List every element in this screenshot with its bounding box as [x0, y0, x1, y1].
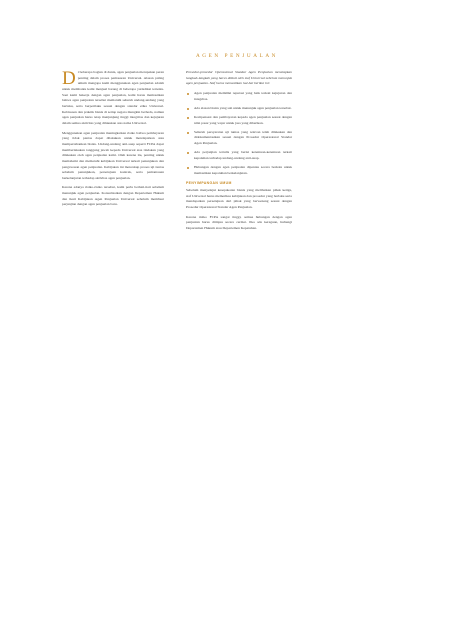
- list-item: Ada alasan bisnis yang sah untuk menunjuk agen penjualan tersebut.: [186, 106, 292, 112]
- right-column: [186, 70, 292, 236]
- requirements-list: [186, 91, 292, 176]
- list-item: Kompensasi dan pembayaran kepada agen penjualan sesuai dengan nilai pasar yang wajar untuk jasa yang diberikan.: [186, 115, 292, 126]
- paragraph-caution: Karena adanya risiko-risiko tersebut, kami perlu berhati-hati sebelum menunjuk agen penjualan. Konsultasikan dengan Departemen Hukum dan ikuti Kebijakan Agen Penjualan Universal sebelum membuat perjanjian dengan agen penjualan baru.: [62, 185, 164, 207]
- left-column: [62, 70, 164, 212]
- bullet-icon: [187, 108, 189, 110]
- bullet-icon: [187, 117, 189, 119]
- list-item: Hubungan dengan agen penjualan dipantau secara berkala untuk memastikan kepatuhan berkelanjutan.: [186, 165, 292, 176]
- paragraph-approval: Sebelum menyetujui kesepakatan bisnis yang melibatkan pihak ketiga, staf Universal harus memeriksa kebijakan dan prosedur yang berlaku serta mendapatkan persetujuan dari pihak yang berwenang sesuai dengan Prosedur Operasional Standar Agen Penjualan.: [186, 188, 292, 209]
- paragraph-intro-text: i beberapa bagian di dunia, agen penjualan merupakan peran penting dalam proses pemasaran Universal. Alasan paling umum mengapa kami menggunakan agen penjualan adalah untuk membantu kami menjual barang di beberapa yurisdiksi tertentu. Saat kami bekerja dengan agen penjualan, kami harus memastikan bahwa agen penjualan tersebut mematuhi seluruh undang-undang yang berlaku, serta berperilaku sesuai dengan standar etika Universal. Kebiasaan dan praktik bisnis di setiap negara mungkin berbeda, namun agen penjualan harus tetap menjunjung tinggi integritas dan kejujuran dalam semua aktivitas yang dilakukan atas nama Universal.: [62, 70, 164, 125]
- drop-cap: D: [62, 68, 76, 89]
- paragraph-risk: Menggunakan agen penjualan meningkatkan risiko bahwa pembayaran yang tidak pantas dapat dilakukan untuk mendapatkan atau mempertahankan bisnis. Undang-undang anti-suap seperti FCPA dapat memberlakukan tanggung jawab kepada Universal atas tindakan yang dilakukan oleh agen penjualan kami. Oleh karena itu, penting untuk memahami dan mematuhi kebijakan Universal terkait penunjukan dan pengawasan agen penjualan. Kebijakan ini mencakup proses uji tuntas sebelum penunjukan, persetujuan kontrak, serta pemantauan berkelanjutan terhadap aktivitas agen penjualan.: [62, 130, 164, 180]
- section-heading: AGEN PENJUALAN: [195, 53, 279, 59]
- bullet-icon: [187, 152, 189, 154]
- subsection-heading: PENYIMPANGAN UMUM: [186, 181, 232, 186]
- paragraph-final: Karena risiko FCPA sangat tinggi, semua hubungan dengan agen penjualan harus ditinjau secara cermat. Jika ada keraguan, hubungi Departemen Hukum atau Departemen Kepatuhan.: [186, 214, 292, 230]
- list-item: Ada perjanjian tertulis yang berisi ketentuan-ketentuan terkait kepatuhan terhadap undang-undang anti-suap.: [186, 150, 292, 161]
- list-item: Seluruh persyaratan uji tuntas yang relevan telah dilakukan dan didokumentasikan sesuai dengan Prosedur Operasional Standar Agen Penjualan.: [186, 130, 292, 147]
- bullet-icon: [187, 132, 189, 134]
- bullet-icon: [187, 167, 189, 169]
- paragraph-procedures: Prosedur-prosedur Operasional Standar Agen Penjualan menetapkan langkah-langkah yang harus diikuti oleh staf Universal sebelum menunjuk agen penjualan. Staf harus memastikan hal-hal berikut ini:: [186, 70, 292, 86]
- paragraph-intro: [62, 70, 164, 127]
- bullet-icon: [187, 93, 189, 95]
- list-item: Agen penjualan memiliki reputasi yang baik terkait kejujuran dan integritas.: [186, 91, 292, 102]
